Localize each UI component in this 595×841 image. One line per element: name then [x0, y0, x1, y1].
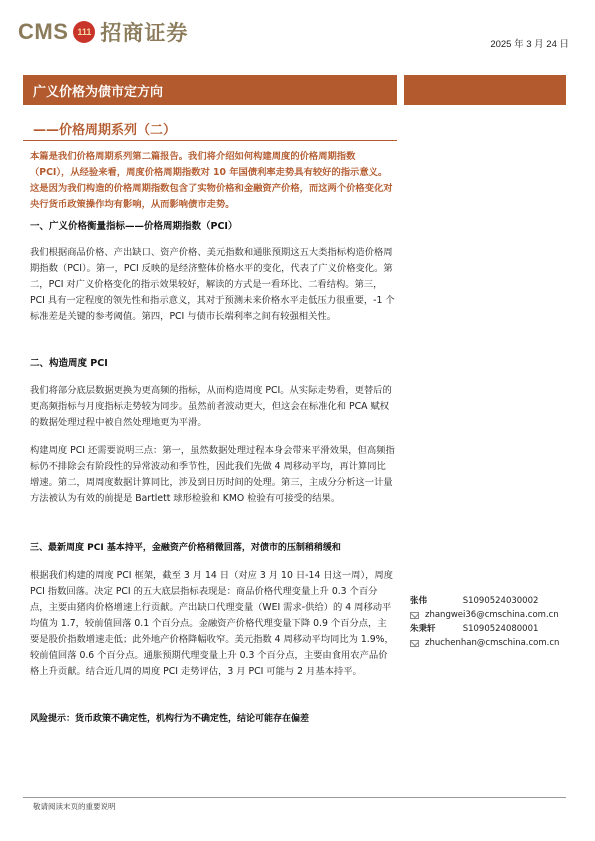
- analyst-1-email[interactable]: zhangwei36@cmschina.com.cn: [425, 610, 559, 620]
- analyst-1: [410, 594, 538, 606]
- footer-disclaimer: 敬请阅读末页的重要说明: [33, 802, 116, 811]
- mail-icon: [410, 640, 419, 647]
- section-1-paragraph-1: 我们根据商品价格、产出缺口、资产价格、美元指数和通胀预期这五大类指标构造价格周期指数（PCI）。第一，PCI 反映的是经济整体价格水平的变化，代表了广义价格变化。第二，PCI 对广义价格变化的指示效果较好，解读的方式是一看环比、二看结构。第三，PCI 具有一定程度的领先性和指示意义，其对于预测未来价格水平走低压力很重要，-1 个标准差是关键的参考阈值。第四，PCI 与债市长端利率之间有较强相关性。: [30, 247, 395, 322]
- logo-cms-text: CMS: [18, 19, 69, 44]
- analyst-2-name: 朱秉轩: [410, 624, 436, 634]
- analyst-2-license: S1090524080001: [462, 624, 539, 634]
- logo-cn-text: 招商证券: [100, 21, 189, 45]
- analyst-1-email-row: [410, 610, 559, 620]
- section-3-paragraph-1: 根据我们构建的周度 PCI 框架，截至 3 月 14 日（对应 3 月 10 日-14 日这一周），周度 PCI 指数回落。决定 PCI 的五大底层指标表现是：商品价格代理变量上升 0.3 个百分点，主要由猪肉价格增速上行贡献。产出缺口代理变量（WEI 需求-供给）的 4 周移动平均值为 1.7，较前值回落 0.1 个百分点。金融资产价格代理变量下降 0.9 个百分点，主要是股价指数增速走低；此外地产价格降幅收窄。美元指数 4 周移动平均同比为 1.9%，较前值回落 0.6 个百分点。通胀预期代理变量上升 0.3 个百分点，主要由食用农产品价格上升贡献。结合近几周的周度 PCI 走势评估，3 月 PCI 可能与 2 月基本持平。: [30, 570, 394, 677]
- report-summary: 本篇是我们价格周期系列第二篇报告。我们将介绍如何构建周度的价格周期指数（PCI），从经验来看，周度价格周期指数对 10 年国债利率走势具有较好的指示意义。这是因为我们构造的价格周期指数包含了实物价格和金融资产价格，而这两个价格变化对央行货币政策操作均有影响，从而影响债市走势。: [30, 151, 393, 210]
- company-logo: [18, 18, 188, 46]
- analyst-1-name: 张伟: [410, 596, 428, 606]
- subtitle-divider: [23, 140, 397, 141]
- report-title: 广义价格为债市定方向: [33, 85, 164, 100]
- sidebar-band: [404, 75, 566, 105]
- footer-divider: [23, 797, 566, 798]
- analyst-2-email[interactable]: zhuchenhan@cmschina.com.cn: [425, 638, 560, 648]
- report-date: 2025 年 3 月 24 日: [490, 39, 569, 50]
- logo-badge-icon: 111: [73, 21, 95, 43]
- section-heading-2: 二、构造周度 PCI: [30, 358, 108, 369]
- page-header: [0, 0, 595, 64]
- analyst-2: [410, 622, 538, 634]
- mail-icon: [410, 612, 419, 619]
- section-2-paragraph-2: 构建周度 PCI 还需要说明三点：第一，虽然数据处理过程本身会带来平滑效果，但高频指标仍不排除会有阶段性的异常波动和季节性，因此我们先做 4 周移动平均，再计算同比增速。第二，周周度数据计算同比，涉及到日历时间的处理。第三，主成分分析这一计量方法被认为有效的前提是 Bartlett 球形检验和 KMO 检验有可接受的结果。: [30, 445, 395, 504]
- analyst-1-license: S1090524030002: [462, 596, 539, 606]
- analyst-2-email-row: [410, 638, 559, 648]
- section-heading-3: 三、最新周度 PCI 基本持平，金融资产价格稍微回落，对债市的压制稍稍缓和: [30, 543, 341, 553]
- section-2-paragraph-1: 我们将部分底层数据更换为更高频的指标，从而构造周度 PCI。从实际走势看，更替后的更高频指标与月度指标走势较为同步。虽然前者波动更大，但这会在标准化和 PCA 赋权的数据处理过程中被自然处理地更为平滑。: [30, 385, 392, 428]
- risk-warning: 风险提示：货币政策不确定性，机构行为不确定性，结论可能存在偏差: [30, 714, 310, 724]
- report-subtitle: ——价格周期系列（二）: [33, 123, 177, 138]
- section-heading-1: 一、广义价格衡量指标——价格周期指数（PCI）: [30, 221, 238, 232]
